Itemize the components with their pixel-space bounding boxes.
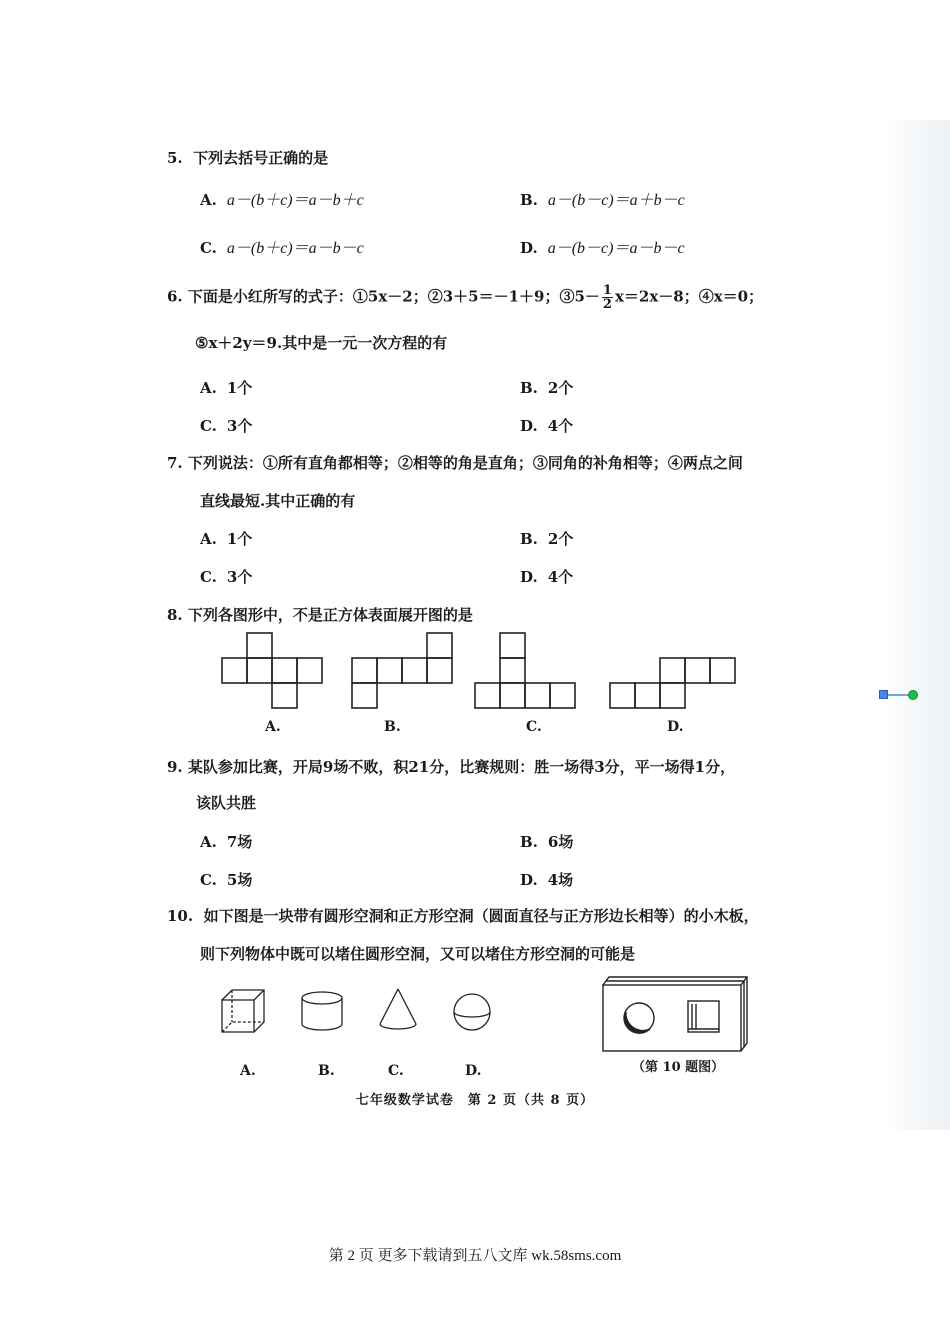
scan-edge-shade bbox=[880, 120, 950, 1130]
q5-option-d: D. a－(b－c)＝a－b－c bbox=[520, 239, 685, 257]
cube-net-d bbox=[610, 658, 735, 708]
question-10-stem-line1: 10. 如下图是一块带有圆形空洞和正方形空洞（圆面直径与正方形边长相等）的小木板， bbox=[167, 907, 759, 925]
cube-solid bbox=[222, 990, 264, 1032]
q8-label-b: B. bbox=[384, 719, 401, 735]
exam-page-footer: 七年级数学试卷 第 2 页（共 8 页） bbox=[355, 1093, 595, 1108]
q5-option-c: C. a－(b＋c)＝a－b－c bbox=[200, 239, 364, 257]
cube-net-b bbox=[352, 633, 452, 708]
question-7-stem-line2: 直线最短.其中正确的有 bbox=[200, 492, 356, 510]
q7-option-c: C. 3个 bbox=[200, 568, 253, 586]
question-7-stem-line1: 7. 下列说法：①所有直角都相等；②相等的角是直角；③同角的补角相等；④两点之间 bbox=[167, 454, 743, 472]
q10-label-d: D. bbox=[465, 1063, 482, 1079]
q9-option-d: D. 4场 bbox=[520, 871, 574, 889]
board-caption: （第 10 题图） bbox=[632, 1060, 725, 1075]
q7-option-d: D. 4个 bbox=[520, 568, 574, 586]
q9-option-a: A. 7场 bbox=[200, 833, 253, 851]
cube-net-a bbox=[222, 633, 322, 708]
question-6-stem-line1: 6. 下面是小红所写的式子：①5x－2；②3＋5＝－1＋9；③5－ $\frac{1}{2}$ x＝2x－8；④x＝0； bbox=[167, 283, 764, 312]
question-8-stem: 8. 下列各图形中，不是正方体表面展开图的是 bbox=[167, 606, 473, 624]
q5-option-b: B. a－(b－c)＝a＋b－c bbox=[520, 191, 685, 209]
q8-label-a: A. bbox=[265, 719, 281, 735]
site-footer: 第 2 页 更多下载请到五八文库 wk.58sms.com bbox=[328, 1248, 622, 1264]
fraction-one-half: $\frac{1}{2}$ bbox=[602, 283, 612, 312]
question-6-stem-line2: ⑤x＋2y＝9.其中是一元一次方程的有 bbox=[195, 334, 448, 352]
cube-net-c bbox=[475, 633, 575, 708]
q10-label-c: C. bbox=[388, 1063, 404, 1079]
q7-option-a: A. 1个 bbox=[200, 530, 253, 548]
cylinder-solid bbox=[302, 992, 342, 1030]
q5-option-a: A. a－(b＋c)＝a－b＋c bbox=[200, 191, 364, 209]
q8-label-c: C. bbox=[526, 719, 542, 735]
q9-option-c: C. 5场 bbox=[200, 871, 253, 889]
connector-end-dot-icon[interactable] bbox=[908, 690, 918, 700]
cone-solid bbox=[380, 989, 416, 1029]
q8-label-d: D. bbox=[667, 719, 684, 735]
question-9-stem-line1: 9. 某队参加比赛，开局9场不败，积21分，比赛规则：胜一场得3分，平一场得1分， bbox=[167, 758, 736, 776]
q10-label-a: A. bbox=[240, 1063, 256, 1079]
q6-option-a: A. 1个 bbox=[200, 379, 253, 397]
question-9-stem-line2: 该队共胜 bbox=[196, 794, 257, 812]
q6-option-c: C. 3个 bbox=[200, 417, 253, 435]
question-10-stem-line2: 则下列物体中既可以堵住圆形空洞，又可以堵住方形空洞的可能是 bbox=[200, 945, 636, 963]
connector-start-square-icon[interactable] bbox=[879, 690, 888, 699]
wooden-board-figure bbox=[603, 977, 747, 1051]
q9-option-b: B. 6场 bbox=[520, 833, 574, 851]
q6-option-b: B. 2个 bbox=[520, 379, 574, 397]
q10-label-b: B. bbox=[318, 1063, 335, 1079]
q6-option-d: D. 4个 bbox=[520, 417, 574, 435]
question-5-stem: 5. 下列去括号正确的是 bbox=[167, 149, 329, 167]
sphere-solid bbox=[454, 994, 490, 1030]
q7-option-b: B. 2个 bbox=[520, 530, 574, 548]
